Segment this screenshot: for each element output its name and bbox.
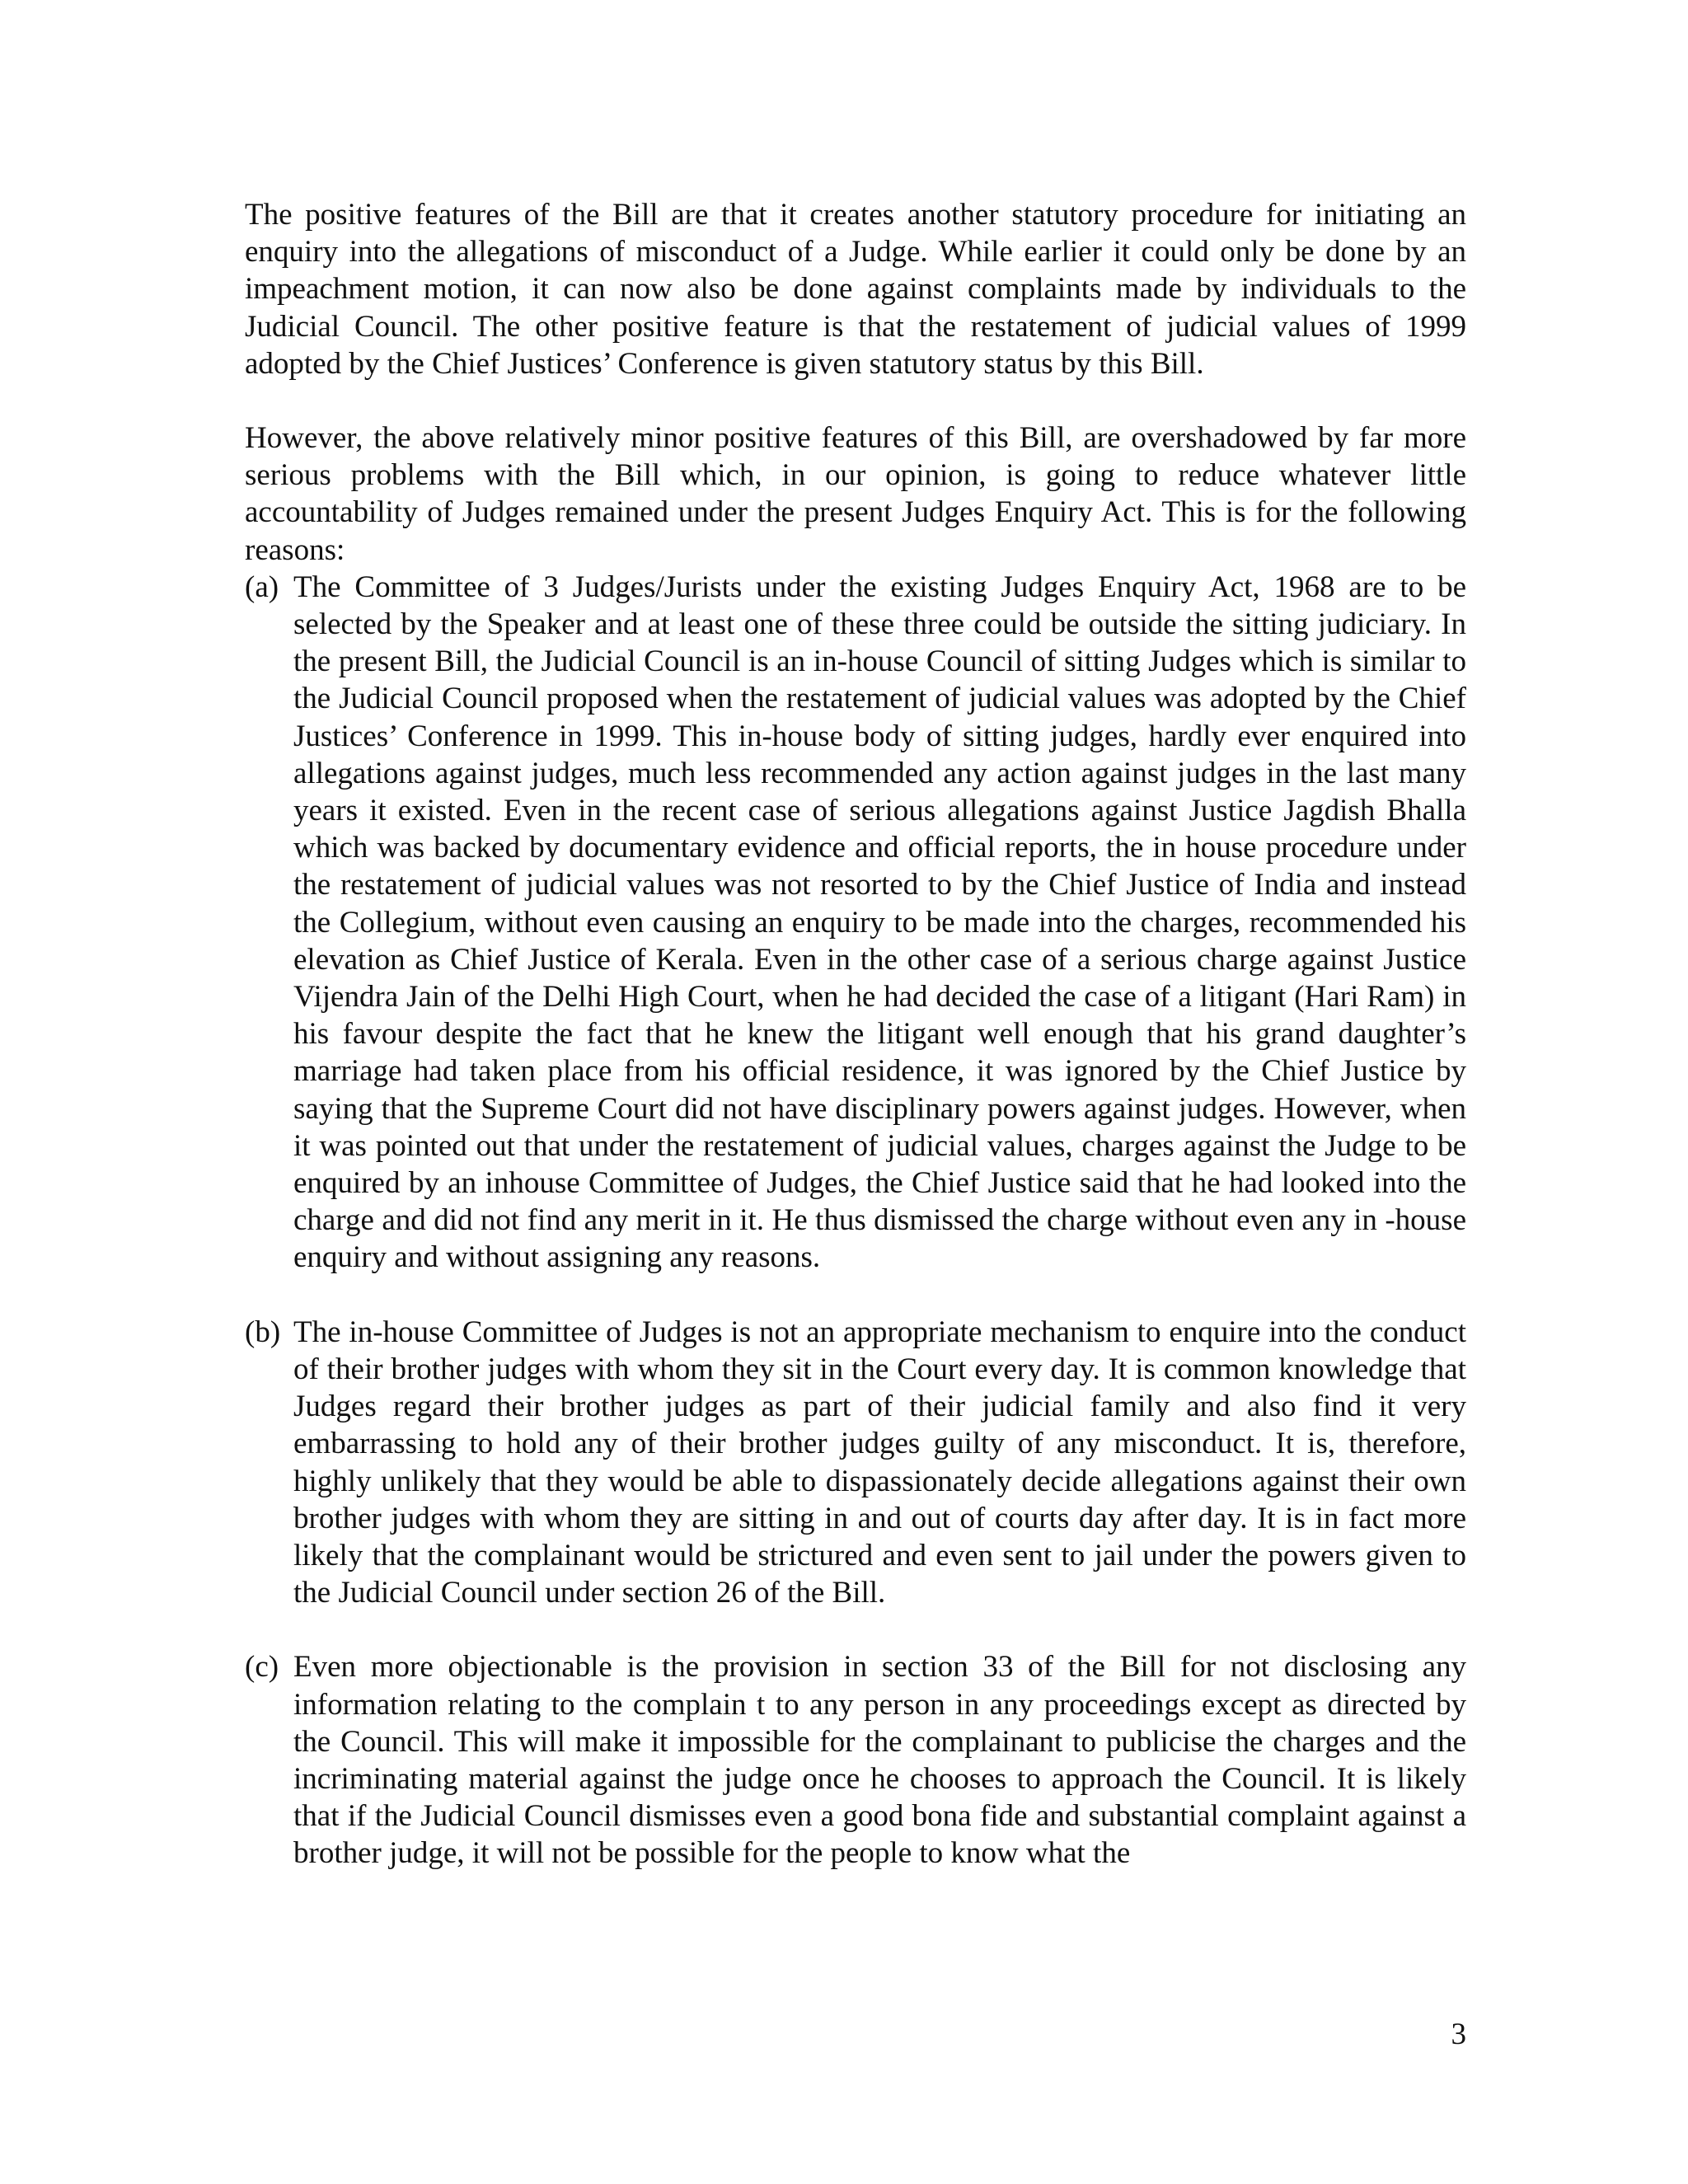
page-number: 3 — [1451, 2018, 1466, 2051]
list-marker: (a) — [245, 569, 279, 604]
list-marker: (c) — [245, 1650, 279, 1685]
reasons-list — [245, 569, 1466, 1872]
list-item-text: The Committee of 3 Judges/Jurists under the existing Judges Enquiry Act, 1968 are to be selected by the Speaker and at least one of these three could be outside the sitting judiciary. In the present Bill, the Judicial Council is an in-house Council of sitting Judges which is similar to the Judicial Council proposed when the restatement of judicial values was adopted by the Chief Justices’ Conference in 1999. This in-house body of sitting judges, hardly ever enquired into allegations against judges, much less recommended any action against judges in the last many years it existed. Even in the recent case of serious allegations against Justice Jagdish Bhalla which was backed by documentary evidence and official reports, the in house procedure under the restatement of judicial values was not resorted to by the Chief Justice of India and instead the Collegium, without even causing an enquiry to be made into the charges, recommended his elevation as Chief Justice of Kerala. Even in the other case of a serious charge against Justice Vijendra Jain of the Delhi High Court, when he had decided the case of a litigant (Hari Ram) in his favour despite the fact that he knew the litigant well enough that his grand daughter’s marriage had taken place from his official residence, it was ignored by the Chief Justice by saying that the Supreme Court did not have disciplinary powers against judges. However, when it was pointed out that under the restatement of judicial values, charges against the Judge to be enquired by an inhouse Committee of Judges, the Chief Justice said that he had looked into the charge and did not find any merit in it. He thus dismissed the charge without even any in -house enquiry and without assigning any reasons. — [293, 569, 1466, 1275]
list-item-a — [245, 569, 1466, 1277]
paragraph-overshadowed-problems: However, the above relatively minor positive features of this Bill, are overshadowed by far more serious problems with the Bill which, in our opinion, is going to reduce whatever little accountability of Judges remained under the present Judges Enquiry Act. This is for the following reasons: — [245, 421, 1466, 567]
list-item-b — [245, 1314, 1466, 1612]
list-item-c — [245, 1648, 1466, 1872]
list-item-text: Even more objectionable is the provision in section 33 of the Bill for not disclosing any information relating to the complain t to any person in any proceedings except as directed by the Council. This will make it impossible for the complainant to publicise the charges and the incriminating material against the judge once he chooses to approach the Council. It is likely that if the Judicial Council dismisses even a good bona fide and substantial complaint against a brother judge, it will not be possible for the people to know what the — [293, 1650, 1466, 1871]
list-marker: (b) — [245, 1315, 281, 1349]
paragraph-positive-features: The positive features of the Bill are that it creates another statutory procedure for initiating an enquiry into the allegations of misconduct of a Judge. While earlier it could only be done by an impeachment motion, it can now also be done against complaints made by individuals to the Judicial Council. The other positive feature is that the restatement of judicial values of 1999 adopted by the Chief Justices’ Conference is given statutory status by this Bill. — [245, 198, 1466, 381]
list-item-text: The in-house Committee of Judges is not an appropriate mechanism to enquire into the conduct of their brother judges with whom they sit in the Court every day. It is common knowledge that Judges regard their brother judges as part of their judicial family and also find it very embarrassing to hold any of their brother judges guilty of any misconduct. It is, therefore, highly unlikely that they would be able to dispassionately decide allegations against their own brother judges with whom they are sitting in and out of courts day after day. It is in fact more likely that the complainant would be strictured and even sent to jail under the powers given to the Judicial Council under section 26 of the Bill. — [293, 1315, 1466, 1610]
document-body — [245, 196, 1466, 1872]
